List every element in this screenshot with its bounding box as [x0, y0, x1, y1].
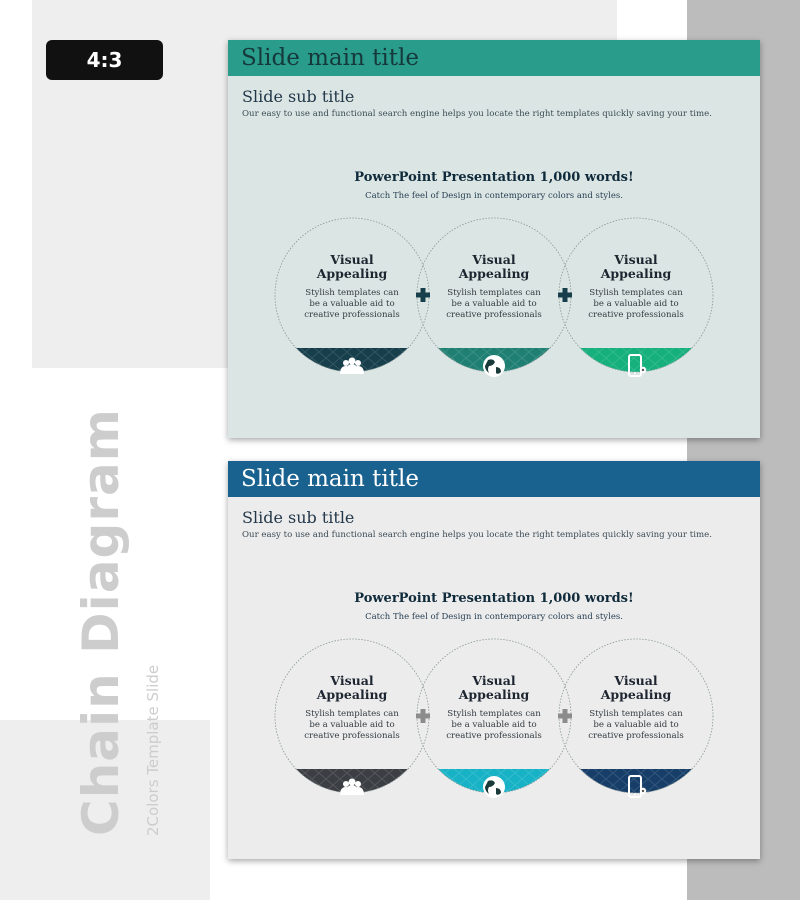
- plus-connector-icon: [416, 288, 430, 302]
- circle-title-line: Appealing: [316, 687, 388, 702]
- circle-body-line: creative professionals: [446, 731, 542, 741]
- circle-band: [559, 348, 713, 372]
- slide-main-title: Slide main title: [241, 45, 419, 71]
- diagram-subheading: Catch The feel of Design in contemporary colors and styles.: [365, 191, 623, 201]
- circle-body-line: be a valuable aid to: [451, 299, 537, 309]
- circle-body: [439, 288, 549, 321]
- circle-body-line: creative professionals: [446, 310, 542, 320]
- slide-main-title: Slide main title: [241, 466, 419, 492]
- circle-title: [297, 253, 407, 281]
- circle-body-line: be a valuable aid to: [309, 720, 395, 730]
- circle-title-line: Appealing: [458, 266, 530, 281]
- circle-body-line: be a valuable aid to: [309, 299, 395, 309]
- slide-description: Our easy to use and functional search engine helps you locate the right templates quickly saving your time.: [242, 530, 712, 540]
- circle-title-line: Appealing: [600, 266, 672, 281]
- slide-sub-title: Slide sub title: [242, 508, 355, 527]
- slide-blue[interactable]: [228, 461, 760, 859]
- plus-connector-icon: [558, 288, 572, 302]
- circle-title-line: Appealing: [600, 687, 672, 702]
- vertical-title-text: Chain Diagram: [72, 408, 130, 836]
- circle-body-line: be a valuable aid to: [593, 720, 679, 730]
- circle-title-line: Visual: [614, 252, 658, 267]
- circle-title: [297, 674, 407, 702]
- chain-diagram: [228, 461, 760, 859]
- circle-body-line: Stylish templates can: [447, 709, 541, 719]
- globe-icon: [483, 776, 505, 798]
- circle-body: [297, 709, 407, 742]
- diagram-heading: PowerPoint Presentation 1,000 words!: [354, 170, 634, 185]
- chain-diagram: [228, 40, 760, 438]
- circle-body-line: Stylish templates can: [305, 288, 399, 298]
- aspect-ratio-badge: 4:3: [46, 40, 163, 80]
- diagram-subheading: Catch The feel of Design in contemporary colors and styles.: [365, 612, 623, 622]
- circle-body-line: creative professionals: [588, 731, 684, 741]
- circle-body-line: Stylish templates can: [447, 288, 541, 298]
- circle-title-line: Appealing: [316, 266, 388, 281]
- circle-body-line: creative professionals: [304, 310, 400, 320]
- slide-description: Our easy to use and functional search engine helps you locate the right templates quickly saving your time.: [242, 109, 712, 119]
- plus-connector-icon: [416, 709, 430, 723]
- circle-body-line: Stylish templates can: [305, 709, 399, 719]
- circle-band: [559, 769, 713, 793]
- slide-sub-title: Slide sub title: [242, 87, 355, 106]
- circle-title: [581, 253, 691, 281]
- circle-title-line: Visual: [614, 673, 658, 688]
- circle-body-line: Stylish templates can: [589, 709, 683, 719]
- circle-title-line: Visual: [330, 252, 374, 267]
- vertical-subtitle-text: 2Colors Template Slide: [144, 664, 162, 836]
- circle-title: [439, 674, 549, 702]
- circle-body-line: creative professionals: [588, 310, 684, 320]
- circle-body: [581, 288, 691, 321]
- circle-body: [439, 709, 549, 742]
- diagram-heading: PowerPoint Presentation 1,000 words!: [354, 591, 634, 606]
- vertical-subtitle: [143, 665, 162, 836]
- circle-title: [439, 253, 549, 281]
- circle-body-line: Stylish templates can: [589, 288, 683, 298]
- plus-connector-icon: [558, 709, 572, 723]
- circle-title: [581, 674, 691, 702]
- circle-title-line: Visual: [472, 673, 516, 688]
- circle-title-line: Visual: [330, 673, 374, 688]
- circle-title-line: Appealing: [458, 687, 530, 702]
- circle-body: [297, 288, 407, 321]
- circle-body-line: creative professionals: [304, 731, 400, 741]
- circle-body-line: be a valuable aid to: [593, 299, 679, 309]
- vertical-title: [72, 408, 130, 836]
- globe-icon: [483, 355, 505, 377]
- circle-body-line: be a valuable aid to: [451, 720, 537, 730]
- circle-title-line: Visual: [472, 252, 516, 267]
- circle-body: [581, 709, 691, 742]
- slide-teal[interactable]: [228, 40, 760, 438]
